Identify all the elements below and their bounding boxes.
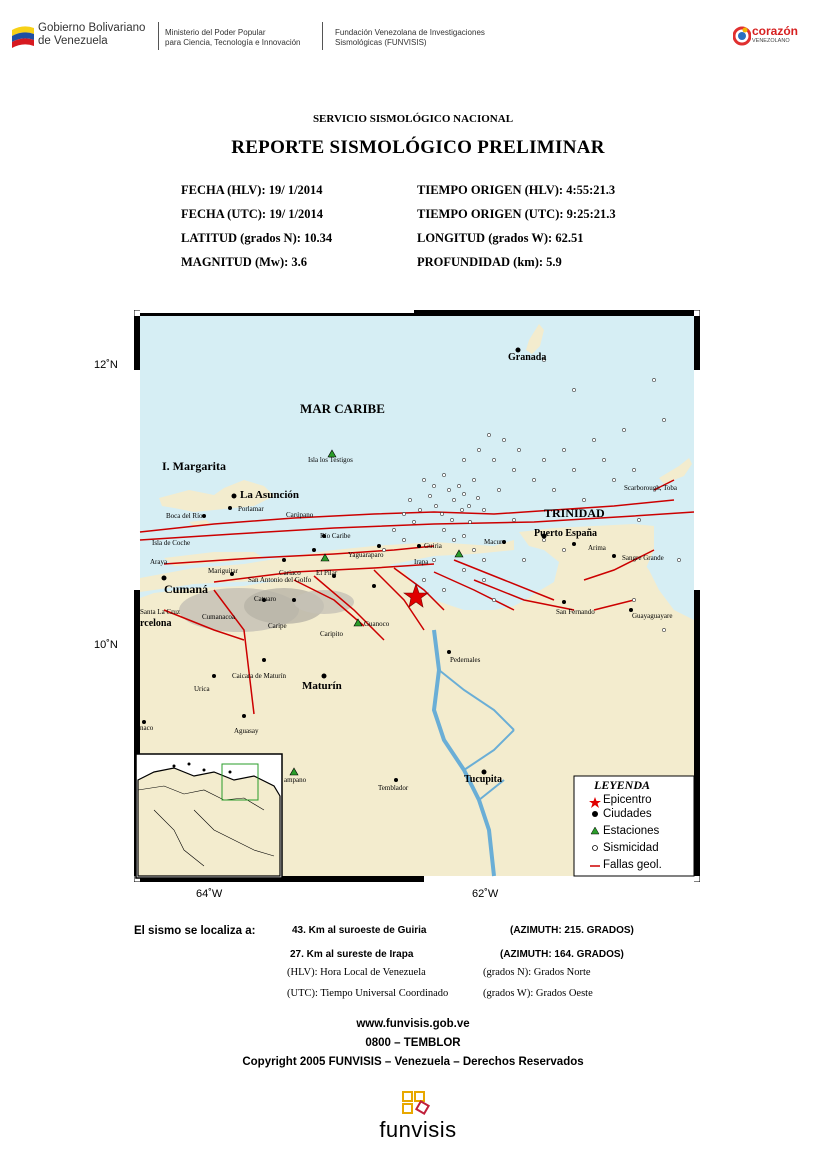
label-puerto-espana: Puerto España [534,528,598,539]
label-guiria: Guiria [424,542,442,550]
label-granada: Granada [508,352,547,363]
label-caripito: Caripito [320,630,343,638]
location-line2-azimuth: (AZIMUTH: 164. GRADOS) [500,949,624,960]
note-hlv: (HLV): Hora Local de Venezuela [287,967,426,978]
longitud: LONGITUD (grados W): 62.51 [417,231,584,245]
legend-sismicidad: Sismicidad [603,842,659,854]
ministry-line1: Ministerio del Poder Popular [165,28,266,37]
tiempo-utc: TIEMPO ORIGEN (UTC): 9:25:21.3 [417,207,616,221]
label-tucupita: Tucupita [464,774,502,785]
label-macuro: Macuro [484,538,506,546]
latitud: LATITUD (grados N): 10.34 [181,231,333,245]
label-irapa: Irapa [414,558,429,566]
profundidad: PROFUNDIDAD (km): 5.9 [417,255,562,269]
label-carupano: Carúpano [286,511,314,519]
fecha-hlv: FECHA (HLV): 19/ 1/2014 [181,183,323,197]
label-mar-caribe: MAR CARIBE [300,401,385,416]
label-caripe: Caripe [268,622,287,630]
lat-10n: 10˚N [94,639,118,651]
label-porlamar: Porlamar [238,505,264,513]
label-trinidad: TRINIDAD [544,506,605,520]
report-title: REPORTE SISMOLÓGICO PRELIMINAR [231,137,605,158]
label-san-fernando: San Fernando [556,608,595,616]
label-isla-coche: Isla de Coche [152,539,191,547]
funvisis-logo-text: funvisis [379,1117,457,1142]
service-title: SERVICIO SISMOLÓGICO NACIONAL [312,113,514,125]
legend-fallas: Fallas geol. [603,859,662,871]
label-scarborough: Scarborough, Toba [624,484,678,492]
label-mariguitar: Mariguitar [208,567,238,575]
tiempo-hlv: TIEMPO ORIGEN (HLV): 4:55:21.3 [417,183,616,197]
label-caicara: Caicara de Maturín [232,672,287,680]
footer-url[interactable]: www.funvisis.gob.ve [356,1018,470,1030]
label-sangre-grande: Sangre Grande [622,554,664,562]
location-line1-azimuth: (AZIMUTH: 215. GRADOS) [510,925,634,936]
label-anaco: naco [140,724,154,732]
label-urica: Urica [194,685,210,693]
label-rio-caribe: Río Caribe [320,532,351,540]
lon-64w: 64˚W [196,888,223,900]
label-barcelona: rcelona [140,618,172,629]
location-line1-distance: 43. Km al suroeste de Guiria [292,925,427,936]
gov-line2: de Venezuela [38,35,108,47]
legend-estaciones: Estaciones [603,825,660,837]
label-san-antonio: San Antonio del Golfo [248,576,312,584]
label-guayaguayare: Guayaguayare [632,612,673,620]
venezuela-flag-logo [10,22,36,50]
label-el-pilar: El Pilar [316,569,338,577]
lat-12n: 12˚N [94,359,118,371]
note-grados-n: (grados N): Grados Norte [483,967,591,978]
label-catuaro: Catuaro [254,595,277,603]
corazon-text: corazón [752,24,799,38]
magnitud: MAGNITUD (Mw): 3.6 [181,255,308,269]
location-line2-distance: 27. Km al sureste de Irapa [290,949,414,960]
footer-copyright: Copyright 2005 FUNVISIS – Venezuela – Derechos Reservados [242,1056,584,1068]
label-cumanacoa: Cumanacoa [202,613,236,621]
note-grados-w: (grados W): Grados Oeste [483,988,593,999]
legend-epicentro: Epicentro [603,794,652,806]
legend-title: LEYENDA [594,778,651,792]
label-aguasay: Aguasay [234,727,259,735]
label-santa-cruz: Santa La Cruz [140,608,181,616]
label-araya: Araya [150,558,168,566]
label-yaguaraparo: Yaguaraparo [348,551,384,559]
label-temblador: Temblador [378,784,409,792]
gov-line1: Gobierno Bolivariano [38,22,146,34]
label-arima: Arima [588,544,606,552]
label-campano: ampano [284,776,307,784]
label-asuncion: La Asunción [240,489,299,501]
label-cariaco: Cariaco [279,569,301,577]
note-utc: (UTC): Tiempo Universal Coordinado [287,988,449,999]
fecha-utc: FECHA (UTC): 19/ 1/2014 [181,207,324,221]
footer-phone: 0800 – TEMBLOR [365,1037,461,1049]
label-isla-testigos: Isla los Testigos [308,456,353,464]
label-margarita: I. Margarita [162,459,226,473]
corazon-logo-icon [733,24,751,48]
legend-ciudades: Ciudades [603,808,652,820]
lon-62w: 62˚W [472,888,499,900]
seismic-map [94,310,700,900]
foundation-line2: Sismológicas (FUNVISIS) [335,38,427,47]
funvisis-logo-icon [401,1090,435,1118]
label-guanoco: Guanoco [364,620,390,628]
label-cumana: Cumaná [164,582,209,596]
label-boca-rio: Boca del Río [166,512,203,520]
location-label: El sismo se localiza a: [134,925,256,937]
corazon-subtext: VENEZOLANO [752,38,790,44]
label-pedernales: Pedernales [450,656,481,664]
foundation-line1: Fundación Venezolana de Investigaciones [335,28,485,37]
ministry-line2: para Ciencia, Tecnología e Innovación [165,38,301,47]
label-maturin: Maturín [302,680,342,692]
